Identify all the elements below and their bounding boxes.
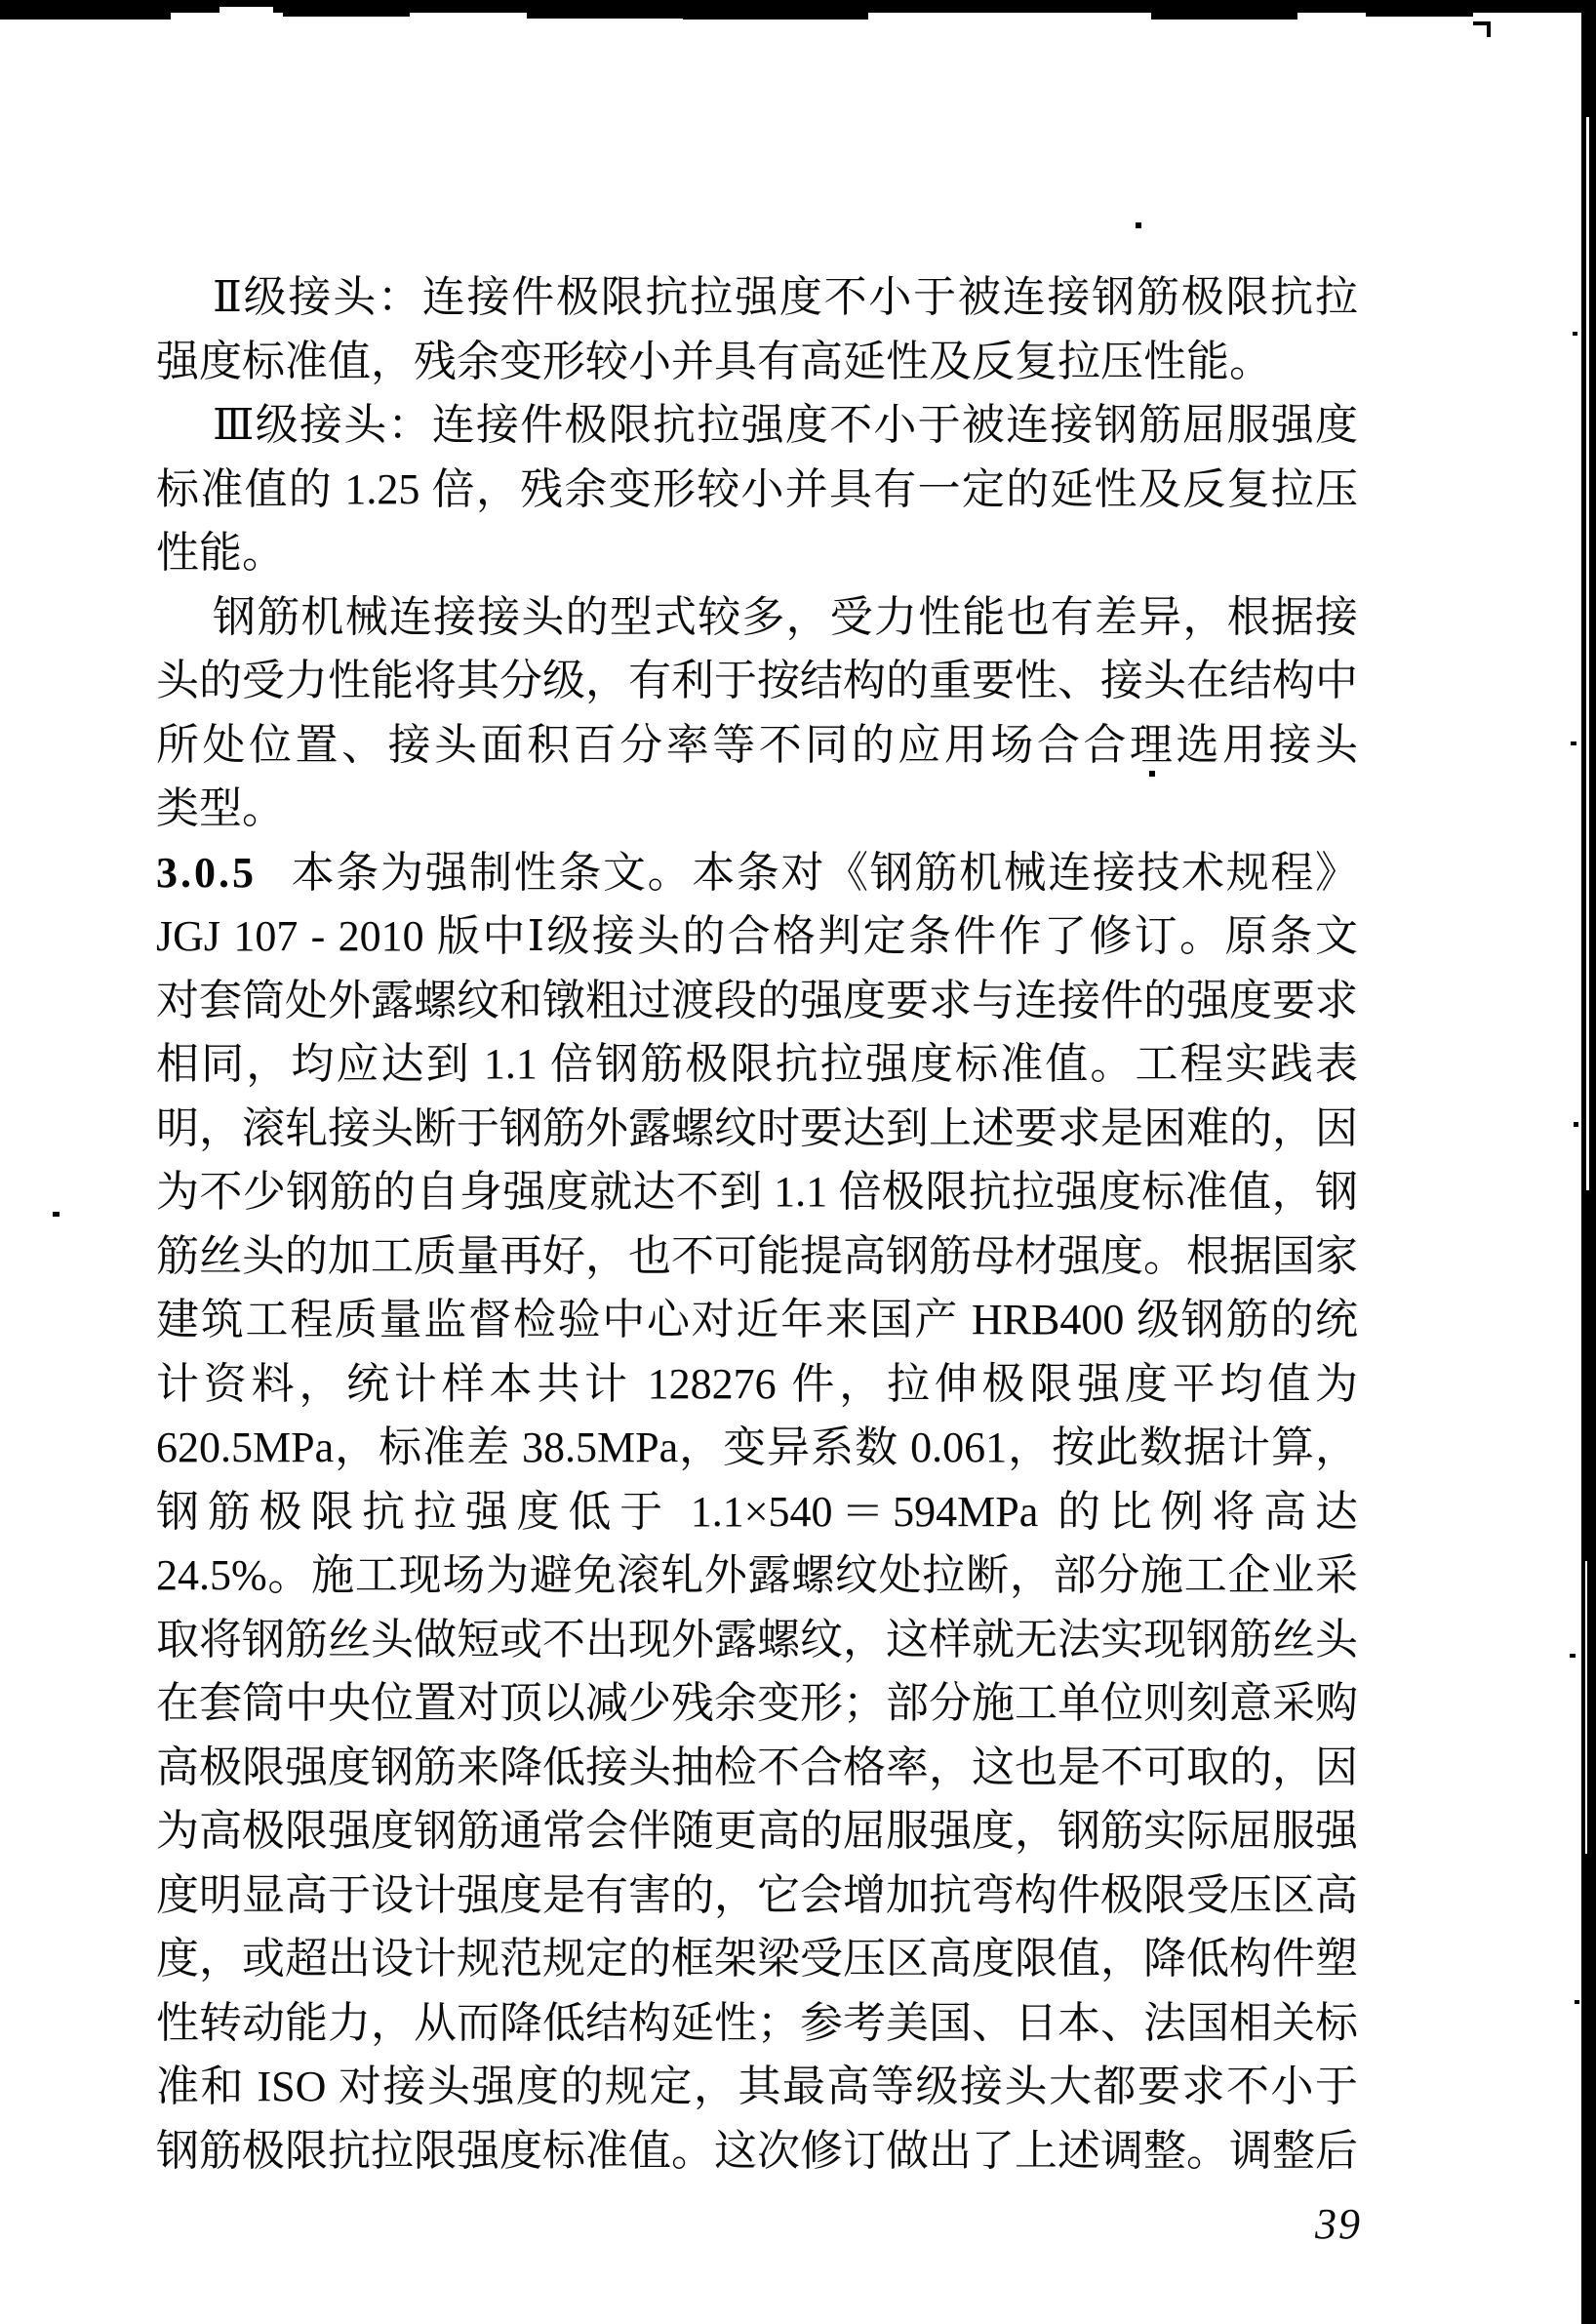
text-line: 为不少钢筋的自身强度就达不到 1.1 倍极限抗拉强度标准值，钢 [156,1168,1358,1216]
text-line: 筋丝头的加工质量再好，也不可能提高钢筋母材强度。根据国家 [156,1231,1358,1280]
scan-artifact [283,11,410,17]
text-line: 620.5MPa，标准差 38.5MPa，变异系数 0.061，按此数据计算， [156,1423,1358,1471]
scan-artifact [683,11,868,20]
text-line: 所处位置、接头面积百分率等不同的应用场合合理选用接头 [156,720,1358,769]
text-line: Ⅲ级接头：连接件极限抗拉强度不小于被连接钢筋屈服强度 [213,401,1358,449]
scan-artifact-tick [1571,741,1576,745]
body-text [156,265,1358,2183]
scan-artifact-tick [1570,1654,1576,1658]
scan-artifact-gap [1585,1561,1587,1854]
scan-artifact-speck [1136,222,1141,228]
text-line: 钢筋极限抗拉限强度标准值。这次修订做出了上述调整。调整后 [156,2126,1358,2175]
text-line: JGJ 107 - 2010 版中Ⅰ级接头的合格判定条件作了修订。原条文 [156,912,1358,960]
text-line-clause [156,841,1358,905]
page-number: 39 [1315,2200,1362,2248]
text-line: 钢筋极限抗拉强度低于 1.1×540＝594MPa 的比例将高达 [156,1487,1358,1536]
scan-artifact [1151,11,1297,20]
scan-artifact-speck [53,1212,60,1217]
scan-artifact-tick [1573,332,1577,336]
text-line: 明，滚轧接头断于钢筋外露螺纹时要达到上述要求是困难的，因 [156,1103,1358,1152]
scan-artifact-bracket [1487,21,1491,37]
text-line: Ⅱ级接头：连接件极限抗拉强度不小于被连接钢筋极限抗拉 [213,273,1358,321]
scan-artifact-tick [1575,2000,1579,2004]
text-line: 性能。 [156,529,285,577]
text-line: 准和 ISO 对接头强度的规定，其最高等级接头大都要求不小于 [156,2063,1358,2110]
scan-artifact-gap [219,7,273,14]
text-line: 计资料，统计样本共计 128276 件，拉伸极限强度平均值为 [156,1359,1358,1408]
scan-artifact-gap [1586,117,1589,1190]
text-line: 对套筒处外露螺纹和镦粗过渡段的强度要求与连接件的强度要求 [156,976,1358,1024]
text-line: 度，或超出设计规范规定的框架梁受压区高度限值，降低构件塑 [156,1935,1358,1983]
text-line: 建筑工程质量监督检验中心对近年来国产 HRB400 级钢筋的统 [156,1296,1358,1343]
scan-artifact [1366,11,1473,17]
text-line: 取将钢筋丝头做短或不出现外露螺纹，这样就无法实现钢筋丝头 [156,1615,1358,1663]
text-line: 24.5%。施工现场为避免滚轧外露螺纹处拉断，部分施工企业采 [156,1551,1358,1599]
text-line: 为高极限强度钢筋通常会伴随更高的屈服强度，钢筋实际屈服强 [156,1807,1358,1855]
scan-artifact [0,0,171,20]
text-line: 类型。 [156,784,285,832]
text-line: 标准值的 1.25 倍，残余变形较小并具有一定的延性及反复拉压 [156,464,1358,513]
text-line: 头的受力性能将其分级，有利于按结构的重要性、接头在结构中 [156,657,1358,704]
text-line: 高极限强度钢筋来降低接头抽检不合格率，这也是不可取的，因 [156,1743,1358,1791]
text-line: 钢筋机械连接接头的型式较多，受力性能也有差异，根据接 [213,592,1358,641]
text-line: 度明显高于设计强度是有害的，它会增加抗弯构件极限受压区高 [156,1870,1358,1919]
text-line: 相同，均应达到 1.1 倍钢筋极限抗拉强度标准值。工程实践表 [156,1040,1358,1088]
text-line: 强度标准值，残余变形较小并具有高延性及反复拉压性能。 [156,337,1272,385]
text-line: 性转动能力，从而降低结构延性；参考美国、日本、法国相关标 [156,1998,1358,2047]
scan-artifact-tick [1574,1122,1578,1127]
clause-text: 本条为强制性条文。本条对《钢筋机械连接技术规程》 [290,848,1358,897]
text-line: 在套筒中央位置对顶以减少残余变形；部分施工单位则刻意采购 [156,1679,1358,1727]
clause-number: 3.0.5 [156,848,257,897]
